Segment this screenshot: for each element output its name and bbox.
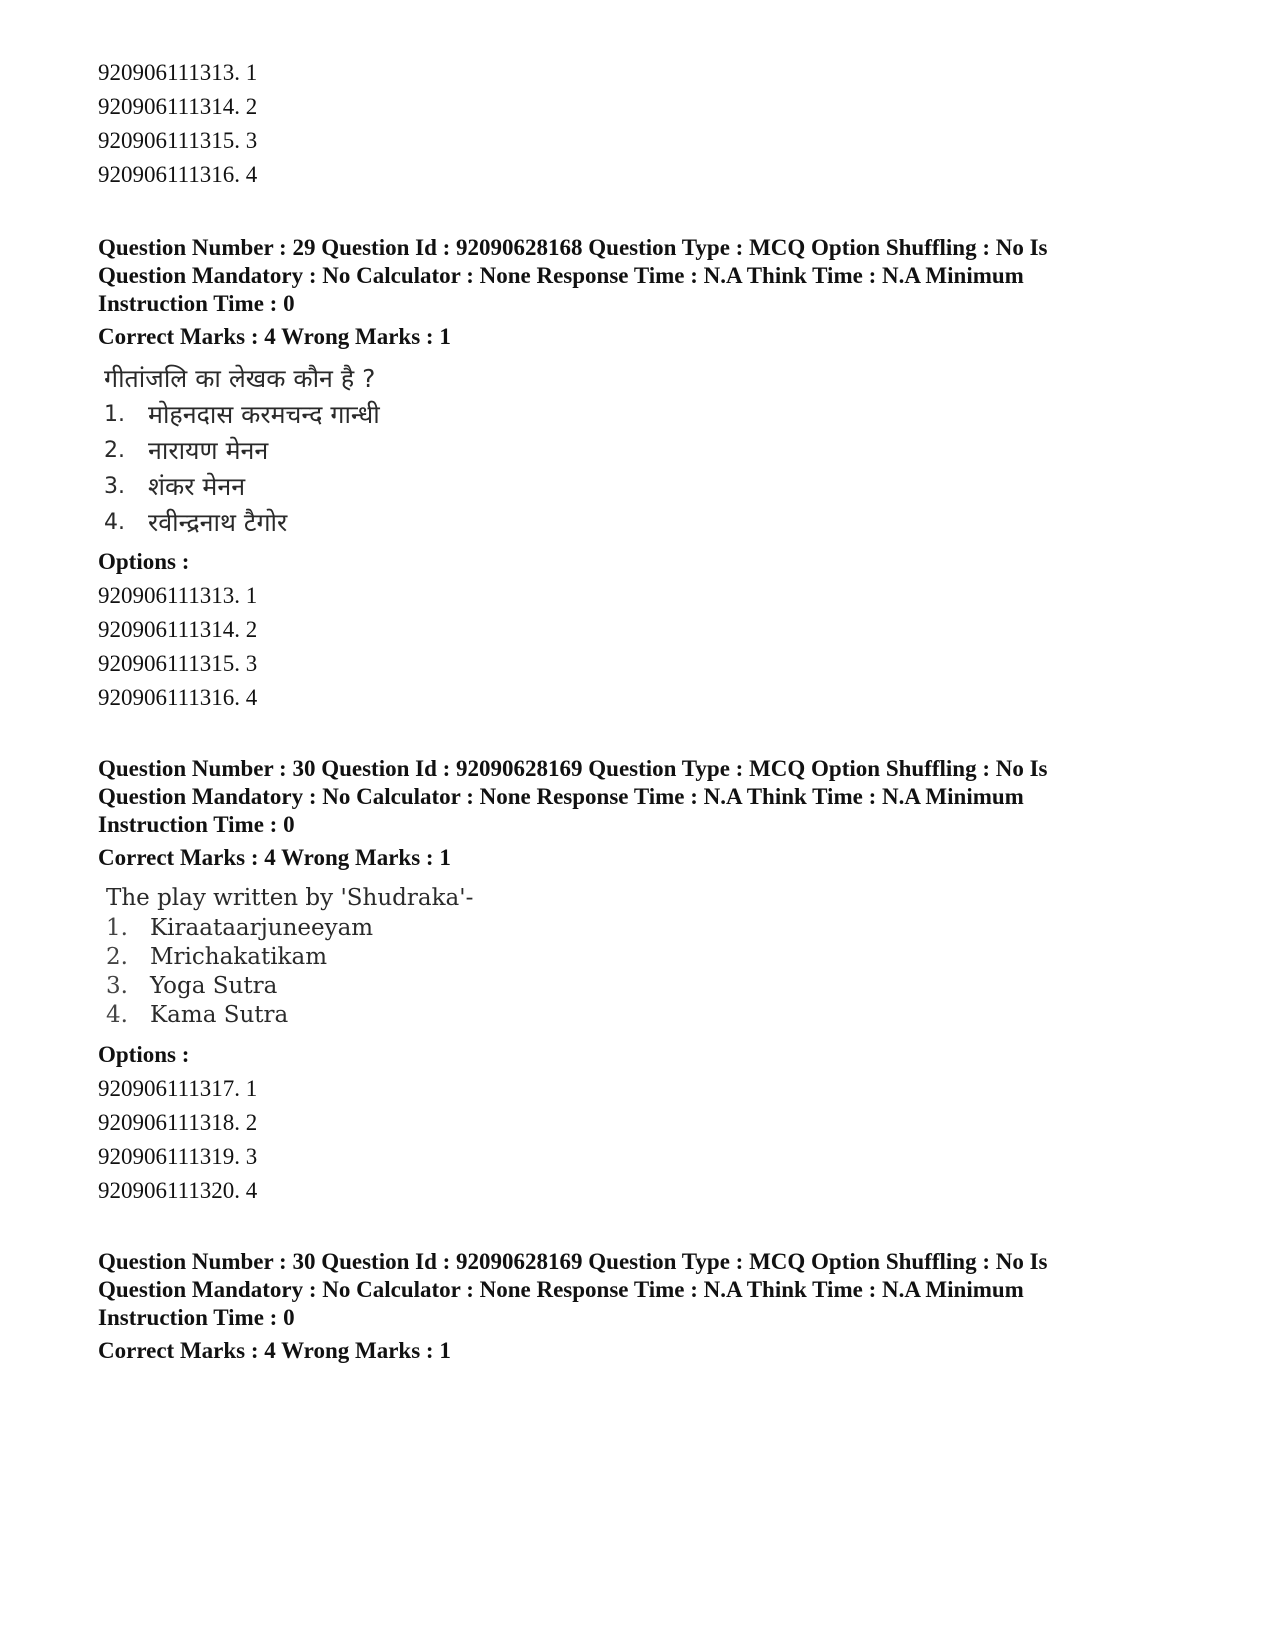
choice-text: रवीन्द्रनाथ टैगोर [148, 508, 288, 537]
marks-line: Correct Marks : 4 Wrong Marks : 1 [98, 845, 451, 870]
option-line: 920906111315. 3 [98, 651, 258, 676]
choice-text: Yoga Sutra [150, 973, 278, 999]
question-image [104, 360, 1178, 541]
option-line: 920906111313. 1 [98, 60, 258, 85]
question-block-29 [98, 234, 1178, 715]
choice-text: मोहनदास करमचन्द गान्धी [148, 400, 380, 429]
choice-item [106, 914, 1178, 943]
choice-number: 4. [106, 1002, 128, 1028]
option-line: 920906111319. 3 [98, 1144, 258, 1169]
choice-text: नारायण मेनन [148, 436, 269, 465]
choice-number: 1. [104, 402, 125, 427]
question-text: The play written by 'Shudraka'- [106, 885, 474, 911]
option-line: 920906111314. 2 [98, 617, 258, 642]
choice-item [104, 505, 1178, 541]
choice-text: Kiraataarjuneeyam [150, 915, 374, 941]
question-block-30 [98, 755, 1178, 1208]
option-line: 920906111316. 4 [98, 162, 258, 187]
choice-item [106, 1001, 1178, 1030]
marks-line: Correct Marks : 4 Wrong Marks : 1 [98, 1338, 451, 1363]
choice-text: Kama Sutra [150, 1002, 289, 1028]
options-label: Options : [98, 549, 190, 574]
question-header-line: Question Number : 29 Question Id : 92090628168 Question Type : MCQ Option Shuffling : No Is [98, 235, 1048, 260]
question-block-30-repeat [98, 1248, 1178, 1368]
choice-number: 2. [104, 438, 125, 463]
choice-number: 2. [106, 944, 128, 970]
choice-number: 3. [104, 474, 125, 499]
question-header [98, 755, 1178, 839]
question-text: गीतांजलि का लेखक कौन है ? [104, 364, 376, 393]
previous-options-list [98, 56, 1178, 192]
option-line: 920906111316. 4 [98, 685, 258, 710]
question-header-line: Question Number : 30 Question Id : 92090628169 Question Type : MCQ Option Shuffling : No Is [98, 1249, 1048, 1274]
choice-text: Mrichakatikam [150, 944, 328, 970]
question-header-line: Question Mandatory : No Calculator : None Response Time : N.A Think Time : N.A Minimum [98, 784, 1024, 809]
option-line: 920906111315. 3 [98, 128, 258, 153]
choice-number: 4. [104, 510, 125, 535]
choice-item [104, 433, 1178, 469]
question-header-line: Question Number : 30 Question Id : 92090628169 Question Type : MCQ Option Shuffling : No Is [98, 756, 1048, 781]
choice-number: 1. [106, 915, 128, 941]
choice-item [104, 469, 1178, 505]
choice-item [106, 972, 1178, 1001]
question-header-line: Question Mandatory : No Calculator : None Response Time : N.A Think Time : N.A Minimum [98, 263, 1024, 288]
choice-item [104, 397, 1178, 433]
option-line: 920906111318. 2 [98, 1110, 258, 1135]
question-header-line: Instruction Time : 0 [98, 291, 295, 316]
marks-line: Correct Marks : 4 Wrong Marks : 1 [98, 324, 451, 349]
document-page [98, 56, 1178, 1408]
choice-text: शंकर मेनन [148, 472, 246, 501]
question-image [106, 883, 1178, 1030]
choice-item [106, 943, 1178, 972]
question-header [98, 234, 1178, 318]
option-line: 920906111314. 2 [98, 94, 258, 119]
question-header-line: Instruction Time : 0 [98, 1305, 295, 1330]
question-header [98, 1248, 1178, 1332]
option-line: 920906111320. 4 [98, 1178, 258, 1203]
option-line: 920906111313. 1 [98, 583, 258, 608]
question-header-line: Instruction Time : 0 [98, 812, 295, 837]
question-header-line: Question Mandatory : No Calculator : None Response Time : N.A Think Time : N.A Minimum [98, 1277, 1024, 1302]
option-line: 920906111317. 1 [98, 1076, 258, 1101]
choice-number: 3. [106, 973, 128, 999]
options-label: Options : [98, 1042, 190, 1067]
